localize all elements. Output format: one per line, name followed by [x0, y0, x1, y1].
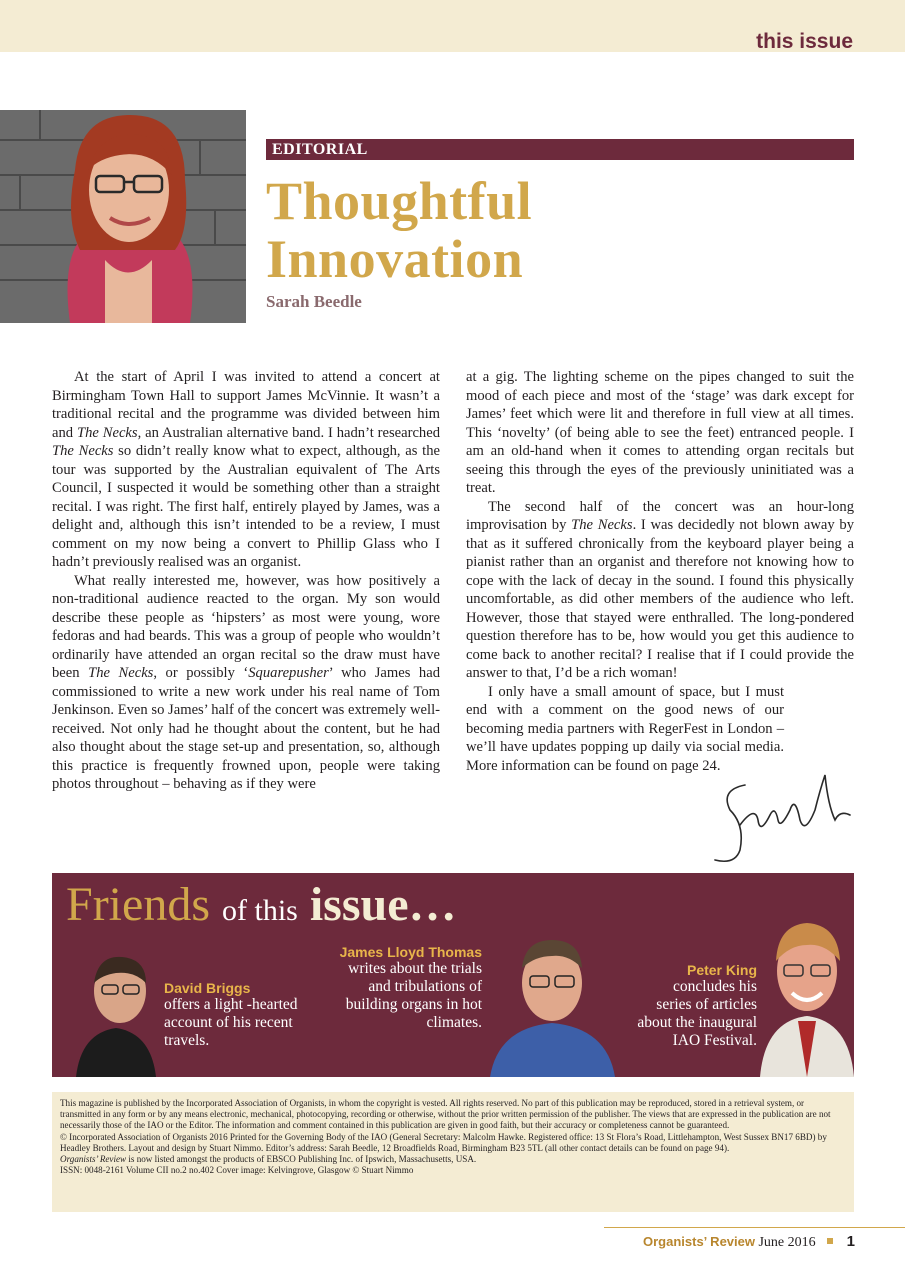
issn-line: ISSN: 0048-2161 Volume CII no.2 no.402 Cover image: Kelvingrove, Glasgow © Stuart Nimmo — [60, 1165, 414, 1176]
page-number: 1 — [846, 1233, 855, 1250]
friend-peter-king: Peter King concludes his series of articles about the inaugural IAO Festival. — [637, 962, 757, 1049]
paragraph: at a gig. The lighting scheme on the pipes changed to suit the mood of each piece and most of the ‘stage’ was dark except for James’ feet which were lit and therefore in full view at all times. This ‘novelty’ (of being able to see the feet) entranced people. I am an old-hand when it comes to attending organ recitals but seeing this through the eyes of the previously uninitiated was a treat. — [466, 369, 854, 496]
footer-rule — [604, 1227, 905, 1228]
friends-title: Friends of this issue… — [66, 878, 457, 931]
paragraph: What really interested me, however, was how positively a non-traditional audience reacted to the organ. My son would describe these people as ‘hipsters’ as most were young, wore fedoras and had beards. This was a group of people who wouldn’t ordinarily have attended an organ recital so the draw must have been The Necks, or possibly ‘Squarepusher’ who James had commissioned to write a new work under his real name of Tom Jenkinson. Even so James’ half of the concert was extremely well-received. Not only had he thought about the content, but he had also thought about the stage set-up and presentation, so, although this practice is frequently frowned upon, people were taking photos throughout – behaving as if they were — [52, 572, 440, 792]
peter-king-photo — [760, 911, 854, 1077]
publication-info-box — [52, 1092, 854, 1212]
page-footer — [643, 1233, 855, 1251]
headline-line-1: Thoughtful — [266, 171, 533, 231]
paragraph: The second half of the concert was an hour-long improvisation by The Necks. I was decidedly not blown away by that as it suffered chronically from the keyboard player being a pianist rather than an organist and therefore not knowing how to cope with the lack of decay in the sound. I found this physically uncomfortable, as did other members of the audience who left. However, those that stayed were enthralled. The long-pondered question therefore has to be, how would you get this audience to come back to another recital? I realise that if I could provide the answer to that, I’d be a rich woman! — [466, 498, 854, 681]
bullet-square-icon — [827, 1238, 833, 1244]
issue-date: June 2016 — [758, 1235, 816, 1250]
ebsco-notice: Organists’ Review is now listed amongst the products of EBSCO Publishing Inc. of Ipswich, Massachusetts, USA. — [60, 1154, 477, 1165]
byline: Sarah Beedle — [266, 292, 362, 311]
friends-of-this-issue-panel — [52, 873, 854, 1077]
imprint-notice: © Incorporated Association of Organists 2016 Printed for the Governing Body of the IAO (General Secretary: Malcolm Hawke. Registered office: 13 St Flora’s Road, Littlehampton, West Sussex BN17 6BD) by Headley Brothers. Layout and design by Stuart Nimmo. Editor’s address: Sarah Beedle, 12 Broadfields Road, Birmingham B23 5TL (all other contact details can be found on page 94). — [60, 1131, 827, 1153]
magazine-name: Organists’ Review — [642, 1234, 755, 1249]
friend-james-lloyd-thomas: James Lloyd Thomas writes about the trials and tribulations of building organs in hot climates. — [339, 944, 482, 1031]
copyright-notice: This magazine is published by the Incorporated Association of Organists, in whom the copyright is vested. All rights reserved. No part of this publication may be reproduced, stored in a retrieval system, or transmitted in any form or by any means electronic, mechanical, photocopying, recording or otherwise, without the prior written permission of the publisher. The views that are expressed in the publication are not necessarily those of the IAO or the Editor. The information and comment contained in this publication are given in good faith, but their accuracy or completeness cannot be guaranteed. — [60, 1098, 831, 1131]
article-column-2 — [466, 368, 854, 775]
signature — [700, 765, 870, 875]
david-briggs-photo — [76, 943, 156, 1077]
editor-photo — [0, 110, 246, 323]
paragraph: I only have a small amount of space, but I must end with a comment on the good news of our becoming media partners with RegerFest in London – we’ll have updates popping up daily via social media. More information can be found on page 24. — [466, 683, 784, 774]
paragraph: At the start of April I was invited to attend a concert at Birmingham Town Hall to support James McVinnie. It wasn’t a traditional recital and the programme was divided between him and The Necks, an Australian alternative band. I hadn’t researched The Necks so didn’t really know what to expect, although, as the tour was supported by the Australian equivalent of The Arts Council, I suspected it would be something other than a straight recital. I was right. The first half, entirely played by James, was a delight and, although this isn’t intended to be a review, I must comment on my now being a convert to Phillip Glass who I hadn’t previously realised was an organist. — [52, 369, 441, 570]
headline-line-2: Innovation — [266, 229, 524, 289]
article-column-1 — [52, 368, 440, 794]
kicker-editorial: EDITORIAL — [266, 139, 854, 160]
section-label: this issue — [756, 30, 853, 53]
friend-david-briggs: David Briggs offers a light -hearted account of his recent travels. — [164, 980, 298, 1049]
headline — [266, 172, 532, 288]
james-lloyd-thomas-photo — [490, 928, 615, 1077]
